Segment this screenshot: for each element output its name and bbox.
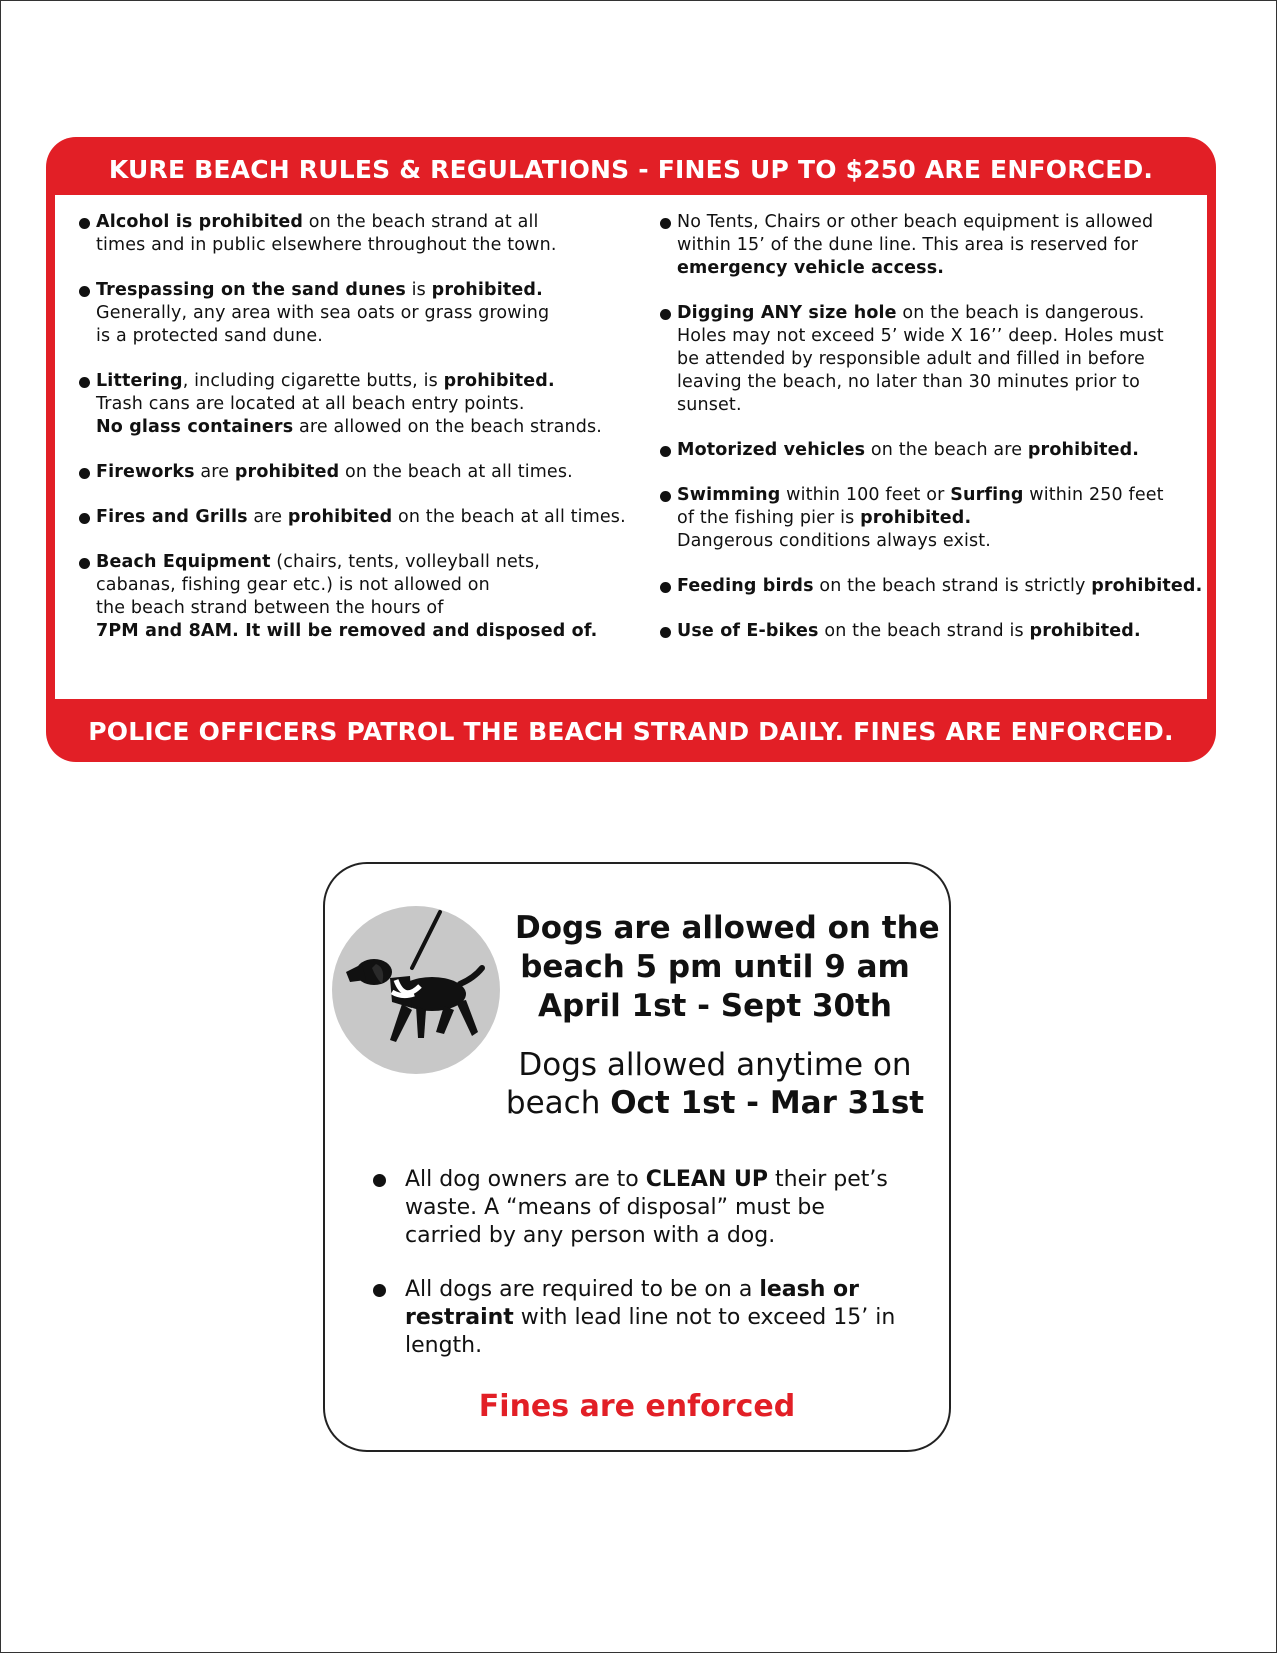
dog-rule-leash: All dogs are required to be on a leash or restraint with lead line not to exceed 15’ in length.	[373, 1276, 933, 1360]
bullet-icon	[660, 446, 671, 457]
rule-tents-dune-line: No Tents, Chairs or other beach equipment is allowed within 15’ of the dune line. This area is reserved for emergency vehicle access.	[660, 211, 1208, 280]
bullet-icon	[660, 627, 671, 638]
bullet-icon	[79, 286, 90, 297]
dog-on-leash-icon	[332, 906, 500, 1074]
rule-feeding-birds: Feeding birds on the beach strand is strictly prohibited.	[660, 575, 1208, 598]
bullet-icon	[373, 1284, 386, 1297]
bullet-icon	[79, 377, 90, 388]
rules-footer: POLICE OFFICERS PATROL THE BEACH STRAND DAILY. FINES ARE ENFORCED.	[88, 717, 1174, 746]
rule-swimming-surfing: Swimming within 100 feet or Surfing within 250 feet of the fishing pier is prohibited. Dangerous conditions always exist.	[660, 484, 1208, 553]
bullet-icon	[660, 218, 671, 229]
dog-anytime-text: Dogs allowed anytime on beach Oct 1st - Mar 31st	[505, 1047, 925, 1121]
bullet-icon	[79, 558, 90, 569]
rules-column-left	[79, 211, 639, 665]
rule-alcohol: Alcohol is prohibited on the beach strand at all times and in public elsewhere throughout the town.	[79, 211, 639, 257]
bullet-icon	[660, 309, 671, 320]
rules-header: KURE BEACH RULES & REGULATIONS - FINES UP TO $250 ARE ENFORCED.	[108, 155, 1154, 184]
dog-rule-cleanup: All dog owners are to CLEAN UP their pet’s waste. A “means of disposal” must be carried by any person with a dog.	[373, 1166, 933, 1250]
bullet-icon	[79, 513, 90, 524]
rules-sign	[46, 137, 1216, 762]
rule-fires-grills: Fires and Grills are prohibited on the beach at all times.	[79, 506, 639, 529]
rule-littering: Littering, including cigarette butts, is prohibited. Trash cans are located at all beach entry points. No glass containers are allowed on the beach strands.	[79, 370, 639, 439]
rule-digging: Digging ANY size hole on the beach is dangerous. Holes may not exceed 5’ wide X 16’’ deep. Holes must be attended by responsible adult and filled in before leaving the beach, no later than 30 minutes prior to sunset.	[660, 302, 1208, 417]
bullet-icon	[660, 582, 671, 593]
dog-headline: Dogs are allowed on the beach 5 pm until 9 am April 1st - Sept 30th	[515, 910, 940, 1024]
rule-fireworks: Fireworks are prohibited on the beach at all times.	[79, 461, 639, 484]
dog-rules-list	[373, 1166, 933, 1386]
rule-trespassing: Trespassing on the sand dunes is prohibited. Generally, any area with sea oats or grass growing is a protected sand dune.	[79, 279, 639, 348]
bullet-icon	[373, 1174, 386, 1187]
bullet-icon	[660, 491, 671, 502]
rules-body	[55, 195, 1207, 699]
rule-beach-equipment: Beach Equipment (chairs, tents, volleyball nets, cabanas, fishing gear etc.) is not allowed on the beach strand between the hours of 7PM and 8AM. It will be removed and disposed of.	[79, 551, 639, 643]
bullet-icon	[79, 218, 90, 229]
dog-fines-text: Fines are enforced	[478, 1389, 796, 1424]
rule-e-bikes: Use of E-bikes on the beach strand is prohibited.	[660, 620, 1208, 643]
bullet-icon	[79, 468, 90, 479]
rules-column-right	[660, 211, 1208, 665]
rule-motorized-vehicles: Motorized vehicles on the beach are prohibited.	[660, 439, 1208, 462]
dog-sign	[323, 862, 951, 1452]
